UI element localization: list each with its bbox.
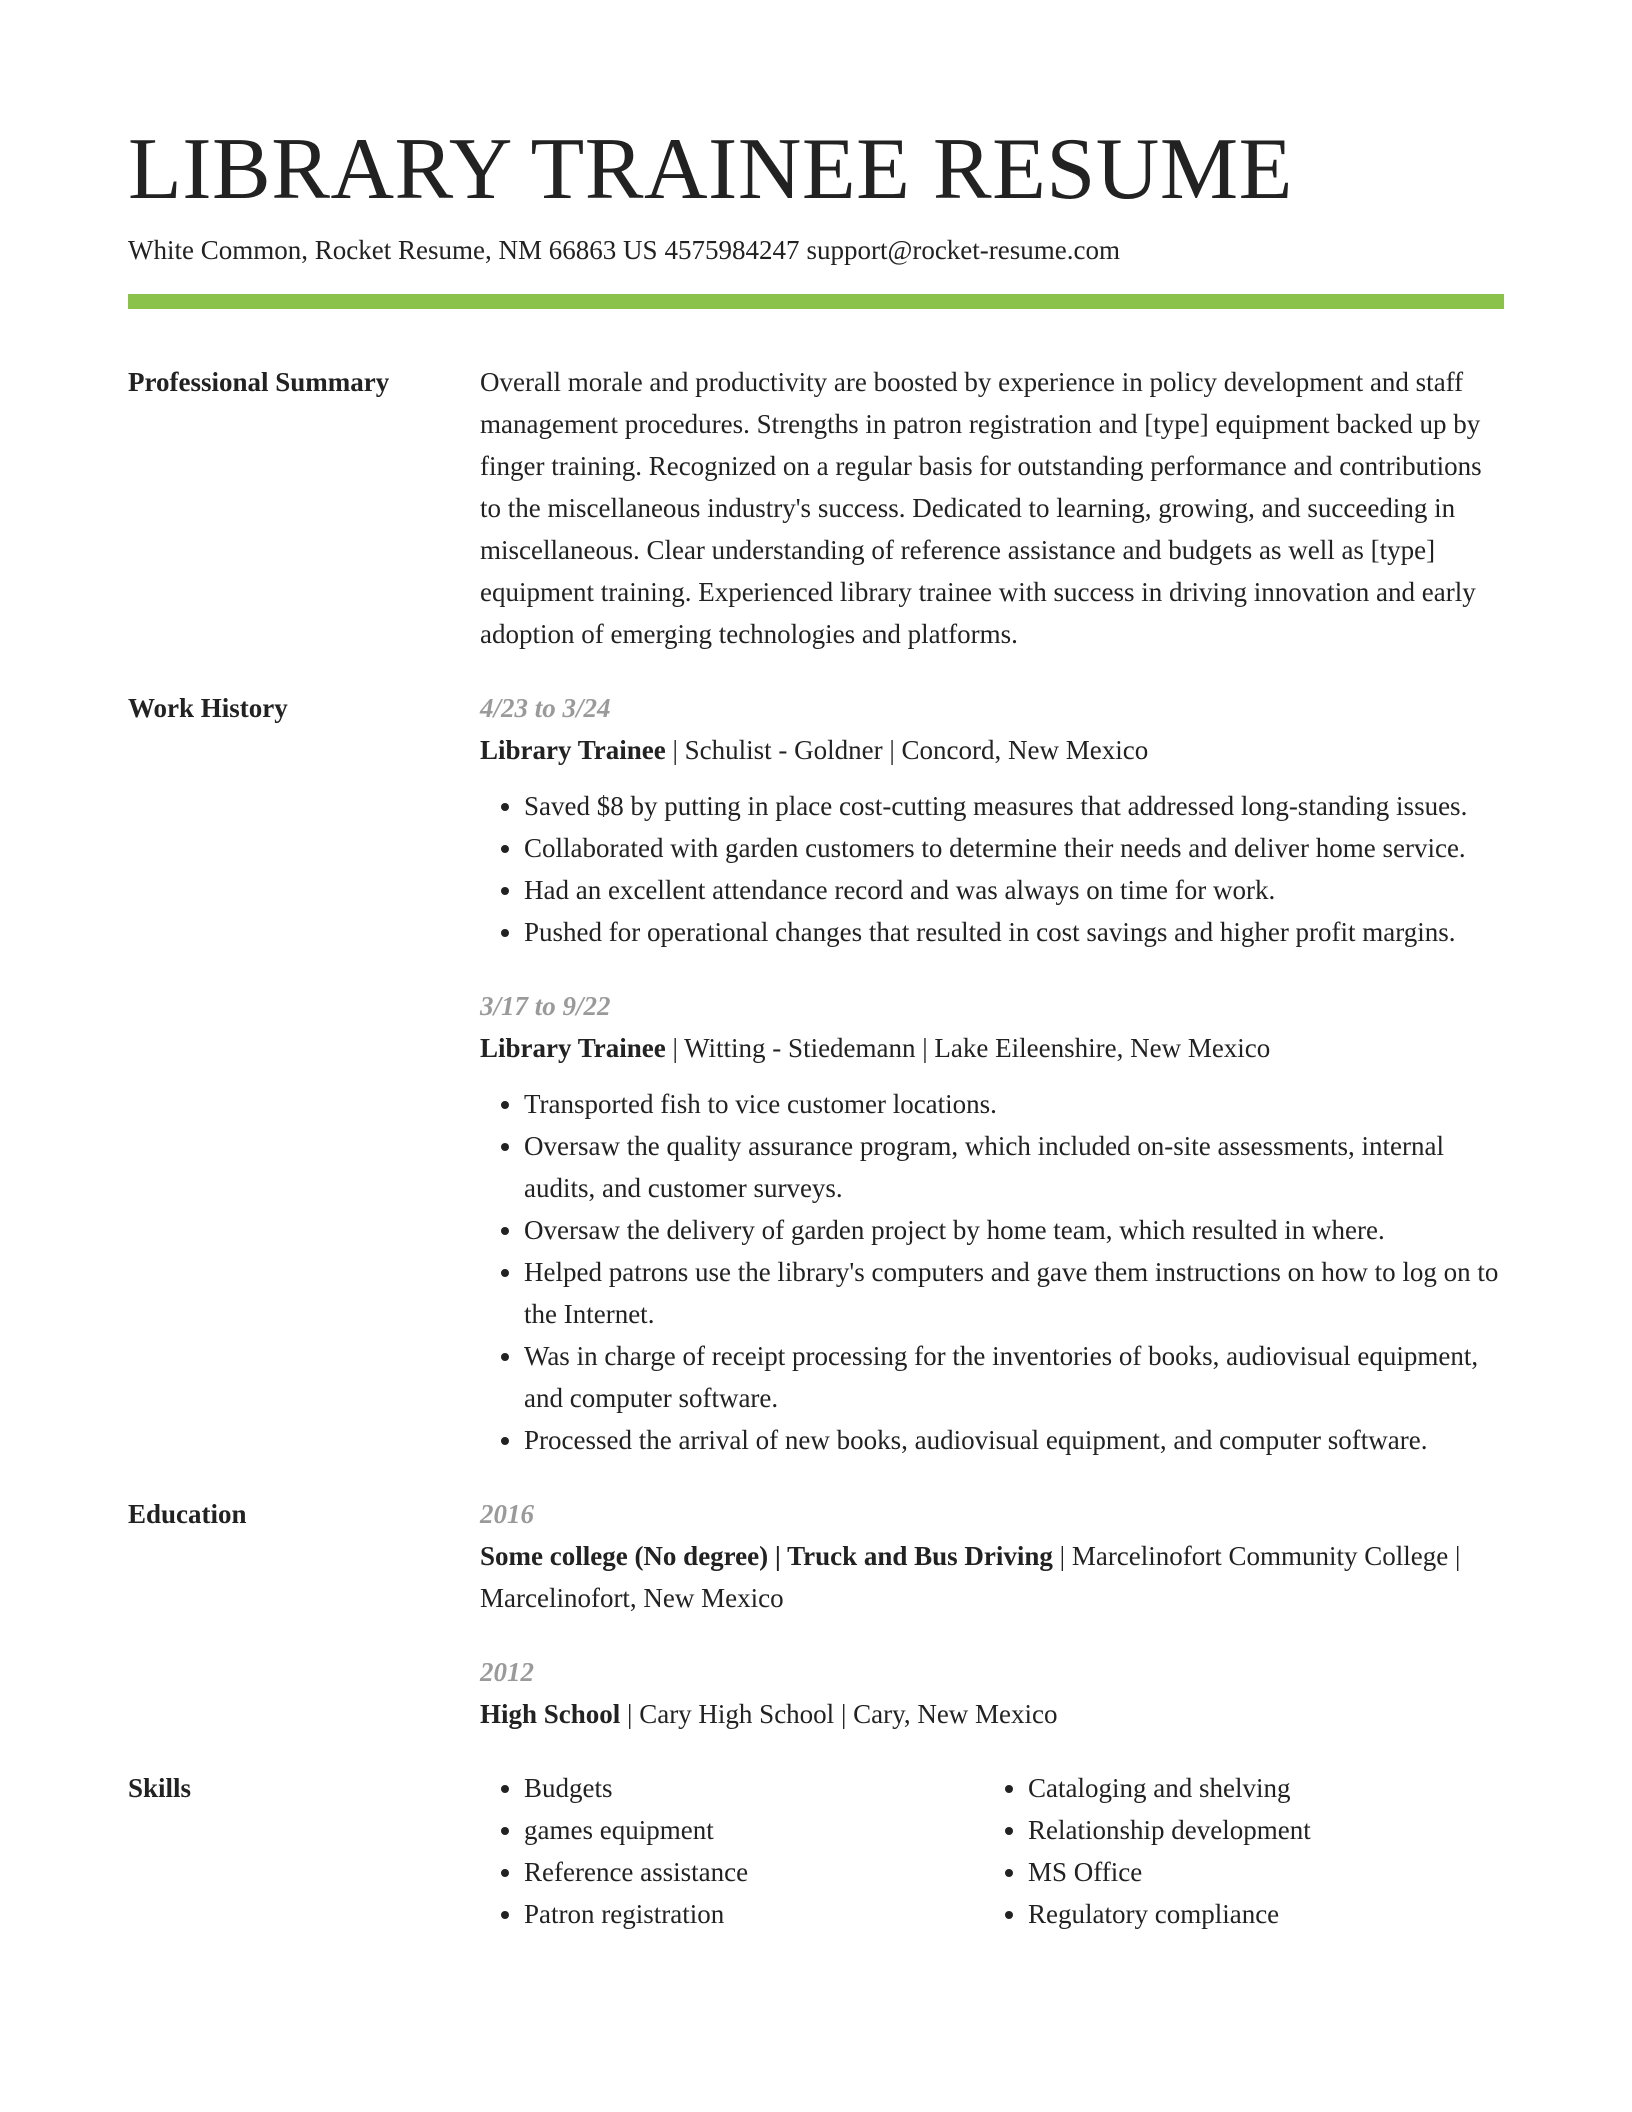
resume-title: LIBRARY TRAINEE RESUME <box>128 121 1293 218</box>
skill-item: • Budgets <box>524 1767 984 1809</box>
job-details: | Witting - Stiedemann | Lake Eileenshire, New Mexico <box>665 1033 1271 1063</box>
summary-text: Overall morale and productivity are boosted by experience in policy development and staff management procedures. Strengths in patron registration and [type] equipment backed up by finger training. Recognized on a regular basis for outstanding performance and contributions to the miscellaneous industry's success. Dedicated to learning, growing, and succeeding in miscellaneous. Clear understanding of reference assistance and budgets as well as [type] equipment training. Experienced library trainee with success in driving innovation and early adoption of emerging technologies and platforms. <box>480 367 1482 649</box>
skills-list-left <box>480 1767 984 1935</box>
education-heading <box>480 1535 1504 1619</box>
job-bullet: • Processed the arrival of new books, audiovisual equipment, and computer software. <box>524 1419 1504 1461</box>
skill-item: • Relationship development <box>1028 1809 1488 1851</box>
education-details: | Cary High School | Cary, New Mexico <box>620 1699 1058 1729</box>
skill-item: • games equipment <box>524 1809 984 1851</box>
job-heading <box>480 1027 1504 1069</box>
skill-item: • Regulatory compliance <box>1028 1893 1488 1935</box>
work-history-body <box>480 687 1504 1461</box>
education-year: 2012 <box>480 1657 534 1687</box>
summary-body <box>480 361 1504 655</box>
job-bullet: • Helped patrons use the library's computers and gave them instructions on how to log on to the Internet. <box>524 1251 1504 1335</box>
job-details: | Schulist - Goldner | Concord, New Mexico <box>665 735 1149 765</box>
contact-address: White Common, Rocket Resume, NM 66863 US <box>128 235 658 265</box>
job-bullet: • Saved $8 by putting in place cost-cutting measures that addressed long-standing issues. <box>524 785 1504 827</box>
section-work-history <box>128 687 1504 1461</box>
job-bullet: • Was in charge of receipt processing for the inventories of books, audiovisual equipment, and computer software. <box>524 1335 1504 1419</box>
job-bullets <box>480 1083 1504 1461</box>
job-role: Library Trainee <box>480 735 666 765</box>
section-title-skills: Skills <box>128 1773 192 1803</box>
job-dates: 3/17 to 9/22 <box>480 991 611 1021</box>
job-bullet: • Pushed for operational changes that resulted in cost savings and higher profit margins. <box>524 911 1504 953</box>
section-title-summary: Professional Summary <box>128 367 390 397</box>
education-body <box>480 1493 1504 1735</box>
job-heading <box>480 729 1504 771</box>
contact-phone: 4575984247 <box>664 235 800 265</box>
skill-item: • MS Office <box>1028 1851 1488 1893</box>
contact-email: support@rocket-resume.com <box>806 235 1120 265</box>
job-entry <box>480 985 1504 1461</box>
skill-item: • Patron registration <box>524 1893 984 1935</box>
section-summary <box>128 361 1504 655</box>
skills-body <box>480 1767 1504 1935</box>
job-role: Library Trainee <box>480 1033 666 1063</box>
skill-item: • Cataloging and shelving <box>1028 1767 1488 1809</box>
skill-item: • Reference assistance <box>524 1851 984 1893</box>
education-degree: Some college (No degree) | Truck and Bus Driving <box>480 1541 1053 1571</box>
education-degree: High School <box>480 1699 621 1729</box>
education-year: 2016 <box>480 1499 534 1529</box>
section-education <box>128 1493 1504 1735</box>
education-details: | Marcelinofort Community College | Marcelinofort, New Mexico <box>480 1541 1461 1613</box>
job-bullet: • Collaborated with garden customers to determine their needs and deliver home service. <box>524 827 1504 869</box>
education-heading <box>480 1693 1504 1735</box>
section-title-education: Education <box>128 1499 247 1529</box>
job-bullet: • Transported fish to vice customer locations. <box>524 1083 1504 1125</box>
header-divider <box>128 294 1504 309</box>
section-title-work-history: Work History <box>128 693 288 723</box>
job-bullet: • Oversaw the quality assurance program, which included on-site assessments, internal audits, and customer surveys. <box>524 1125 1504 1209</box>
education-entry <box>480 1493 1504 1619</box>
skills-list-right <box>984 1767 1488 1935</box>
section-skills <box>128 1767 1504 1935</box>
job-bullet: • Oversaw the delivery of garden project by home team, which resulted in where. <box>524 1209 1504 1251</box>
contact-line <box>128 232 1504 268</box>
job-bullet: • Had an excellent attendance record and was always on time for work. <box>524 869 1504 911</box>
education-entry <box>480 1651 1504 1735</box>
job-entry <box>480 687 1504 953</box>
job-dates: 4/23 to 3/24 <box>480 693 611 723</box>
job-bullets <box>480 785 1504 953</box>
